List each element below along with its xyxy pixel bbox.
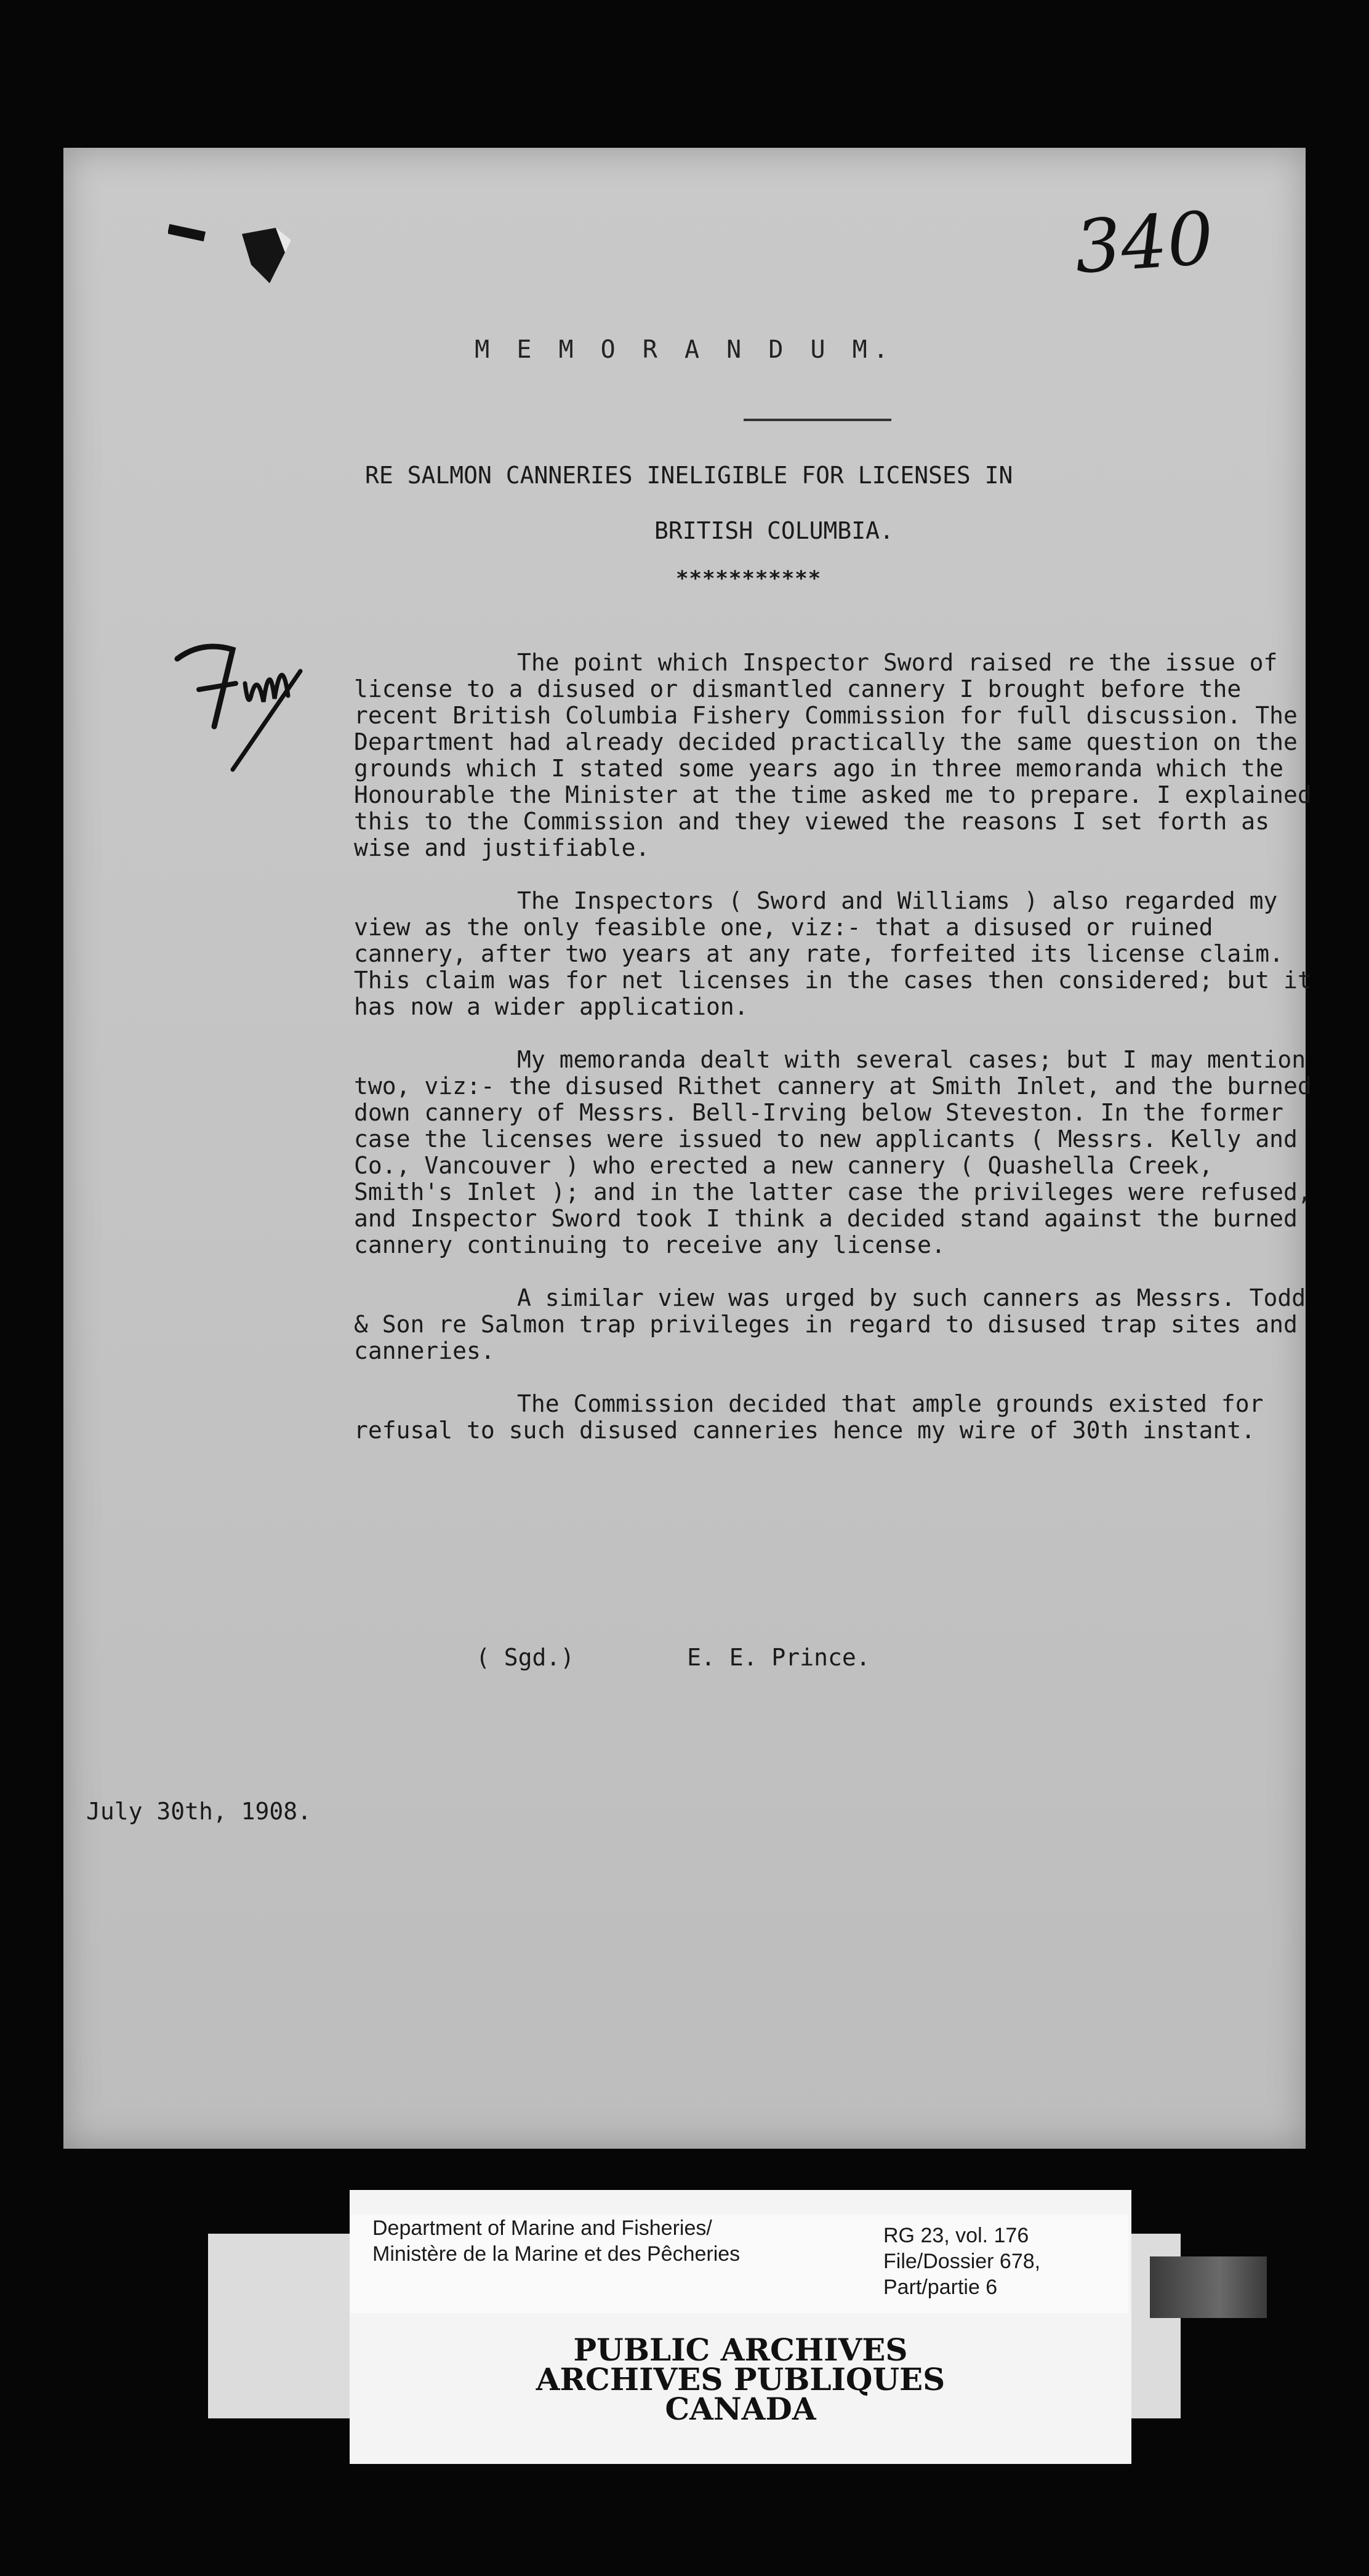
memo-title: M E M O R A N D U M.: [475, 336, 894, 364]
paragraph: A similar view was urged by such canners as Messrs. Todd & Son re Salmon trap privileges in regard to disused trap sites and canneries.: [354, 1284, 1306, 1364]
torn-corner-mark: [168, 215, 310, 289]
signature-line: ( Sgd.) E. E. Prince.: [476, 1644, 870, 1671]
separator-stars: ***********: [676, 566, 822, 591]
archives-stamp-country: CANADA: [665, 2391, 816, 2427]
subject-line-2: BRITISH COLUMBIA.: [654, 517, 894, 544]
archives-stamp-fr: ARCHIVES PUBLIQUES: [536, 2361, 945, 2397]
archives-stamp-en: PUBLIC ARCHIVES: [573, 2332, 908, 2368]
memorandum-page: [63, 148, 1312, 2149]
title-underline: [744, 419, 891, 421]
paragraph: The point which Inspector Sword raised re the issue of license to a disused or dismantled cannery I brought before the recent British Columbia Fishery Commission for full discussion. The Department had already decided practically the same question on the grounds which I stated some years ago in three memoranda which the Honourable the Minister at the time asked me to prepare. I explained this to the Commission and they viewed the reasons I set forth as wise and justifiable.: [354, 649, 1312, 861]
subject-line-1: RE SALMON CANNERIES INELIGIBLE FOR LICENSES IN: [365, 462, 1013, 489]
paragraph: My memoranda dealt with several cases; but I may mention two, viz:- the disused Rithet cannery at Smith Inlet, and the burned down cannery of Messrs. Bell-Irving below Steveston. In the former case the licenses were issued to new applicants ( Messrs. Kelly and Co., Vancouver ) who erected a new cannery ( Quashella Creek, Smith's Inlet ); and in the latter case the privileges were refused, and Inspector Sword took I think a decided stand against the burned cannery continuing to receive any license.: [354, 1046, 1312, 1258]
department-name-fr: Ministère de la Marine et des Pêcheries: [372, 2242, 741, 2266]
memo-body: [354, 650, 1314, 1470]
handwritten-file-note: [165, 616, 350, 776]
paragraph: The Commission decided that ample grounds existed for refusal to such disused canneries hence my wire of 30th instant.: [354, 1390, 1264, 1444]
record-group-ref: RG 23, vol. 176: [883, 2224, 1029, 2247]
memo-date: July 30th, 1908.: [86, 1798, 312, 1825]
part-ref: Part/partie 6: [883, 2276, 998, 2299]
file-ref: File/Dossier 678,: [883, 2250, 1041, 2273]
paragraph: The Inspectors ( Sword and Williams ) also regarded my view as the only feasible one, viz:- that a disused or ruined cannery, after two years at any rate, forfeited its license claim. This claim was for net licenses in the cases then considered; but it has now a wider application.: [354, 887, 1312, 1020]
page-number: 340: [1072, 195, 1216, 290]
film-clip-mark: [1150, 2256, 1267, 2318]
department-name-en: Department of Marine and Fisheries/: [372, 2216, 712, 2240]
